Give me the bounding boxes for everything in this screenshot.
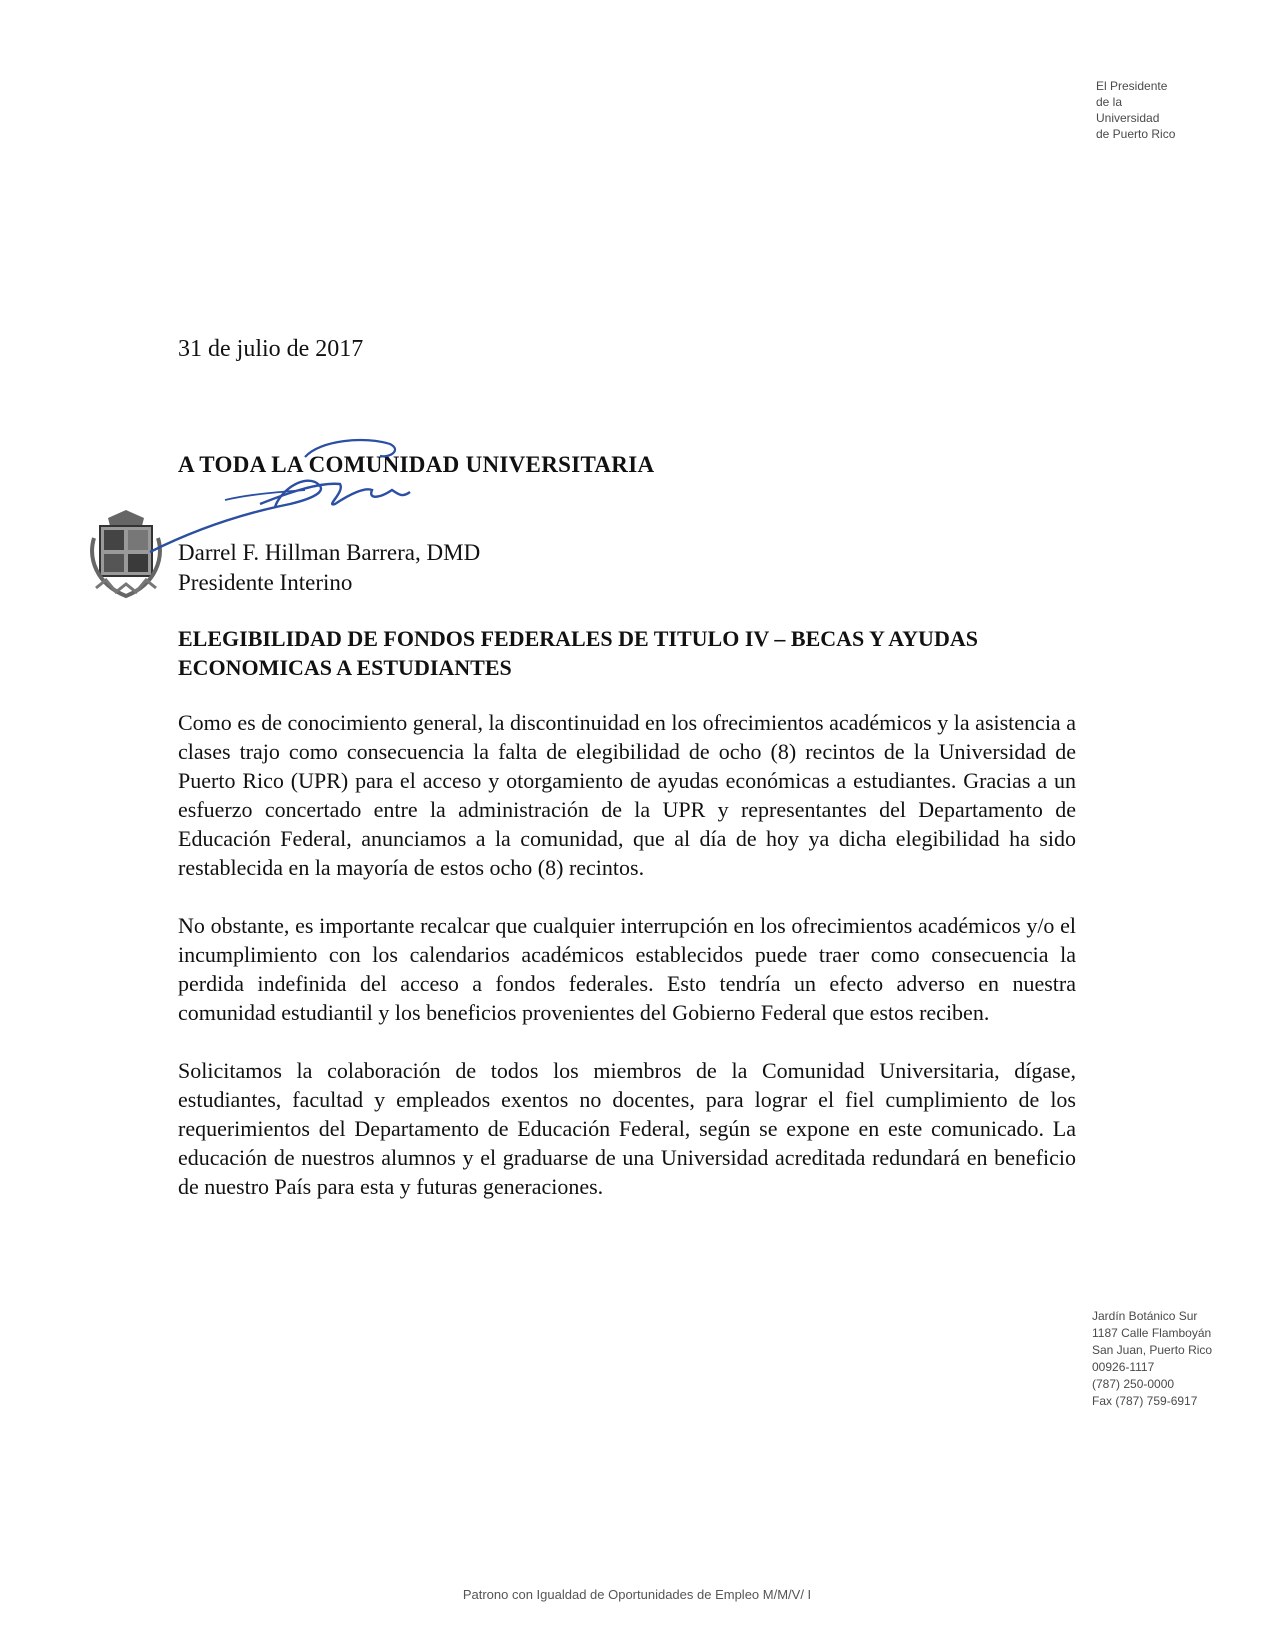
subject-heading: ELEGIBILIDAD DE FONDOS FEDERALES DE TITULO IV – BECAS Y AYUDAS ECONOMICAS A ESTUDIANTES bbox=[178, 626, 978, 680]
footer-note: Patrono con Igualdad de Oportunidades de Empleo M/M/V/ I bbox=[462, 1587, 812, 1602]
address-line: Jardín Botánico Sur bbox=[1092, 1309, 1198, 1323]
address-line: 00926-1117 bbox=[1092, 1360, 1155, 1374]
sender-block bbox=[178, 538, 480, 598]
body-paragraph: Solicitamos la colaboración de todos los miembros de la Comunidad Universitaria, dígase, estudiantes, facultad y empleados exentos no docentes, para lograr el fiel cumplimiento de los requerimientos del Departamento de Educación Federal, según se expone en este comunicado. La educación de nuestros alumnos y el graduarse de una Universidad acreditada redundará en beneficio de nuestro País para esta y futuras generaciones. bbox=[178, 1058, 1076, 1199]
body-paragraph: No obstante, es importante recalcar que cualquier interrupción en los ofrecimientos académicos y/o el incumplimiento con los calendarios académicos establecidos puede traer como consecuencia la perdida indefinida del acceso a fondos federales. Esto tendría un efecto adverso en nuestra comunidad estudiantil y los beneficios provenientes del Gobierno Federal que estos reciben. bbox=[178, 913, 1076, 1025]
address-line: 1187 Calle Flamboyán bbox=[1092, 1326, 1212, 1340]
letterhead-line: El Presidente bbox=[1096, 79, 1168, 93]
letter-body bbox=[178, 708, 1076, 1230]
sender-name: Darrel F. Hillman Barrera, DMD bbox=[178, 540, 481, 565]
address-line: Fax (787) 759-6917 bbox=[1092, 1394, 1198, 1408]
address-line: San Juan, Puerto Rico bbox=[1092, 1343, 1213, 1357]
letter-date: 31 de julio de 2017 bbox=[178, 336, 364, 362]
letterhead-line: de Puerto Rico bbox=[1096, 127, 1176, 141]
body-paragraph: Como es de conocimiento general, la discontinuidad en los ofrecimientos académicos y la asistencia a clases trajo como consecuencia la falta de elegibilidad de ocho (8) recintos de la Universidad de Puerto Rico (UPR) para el acceso y otorgamiento de ayudas económicas a estudiantes. Gracias a un esfuerzo concertado entre la administración de la UPR y representantes del Departamento de Educación Federal, anunciamos a la comunidad, que al día de hoy ya dicha elegibilidad ha sido restablecida en la mayoría de estos ocho (8) recintos. bbox=[178, 710, 1076, 880]
salutation: A TODA LA COMUNIDAD UNIVERSITARIA bbox=[178, 452, 655, 477]
letterhead-line: Universidad bbox=[1096, 111, 1160, 125]
letterhead-block bbox=[1096, 78, 1246, 142]
sender-title: Presidente Interino bbox=[178, 570, 353, 595]
address-line: (787) 250-0000 bbox=[1092, 1377, 1175, 1391]
address-block bbox=[1092, 1308, 1252, 1410]
letterhead-line: de la bbox=[1096, 95, 1123, 109]
